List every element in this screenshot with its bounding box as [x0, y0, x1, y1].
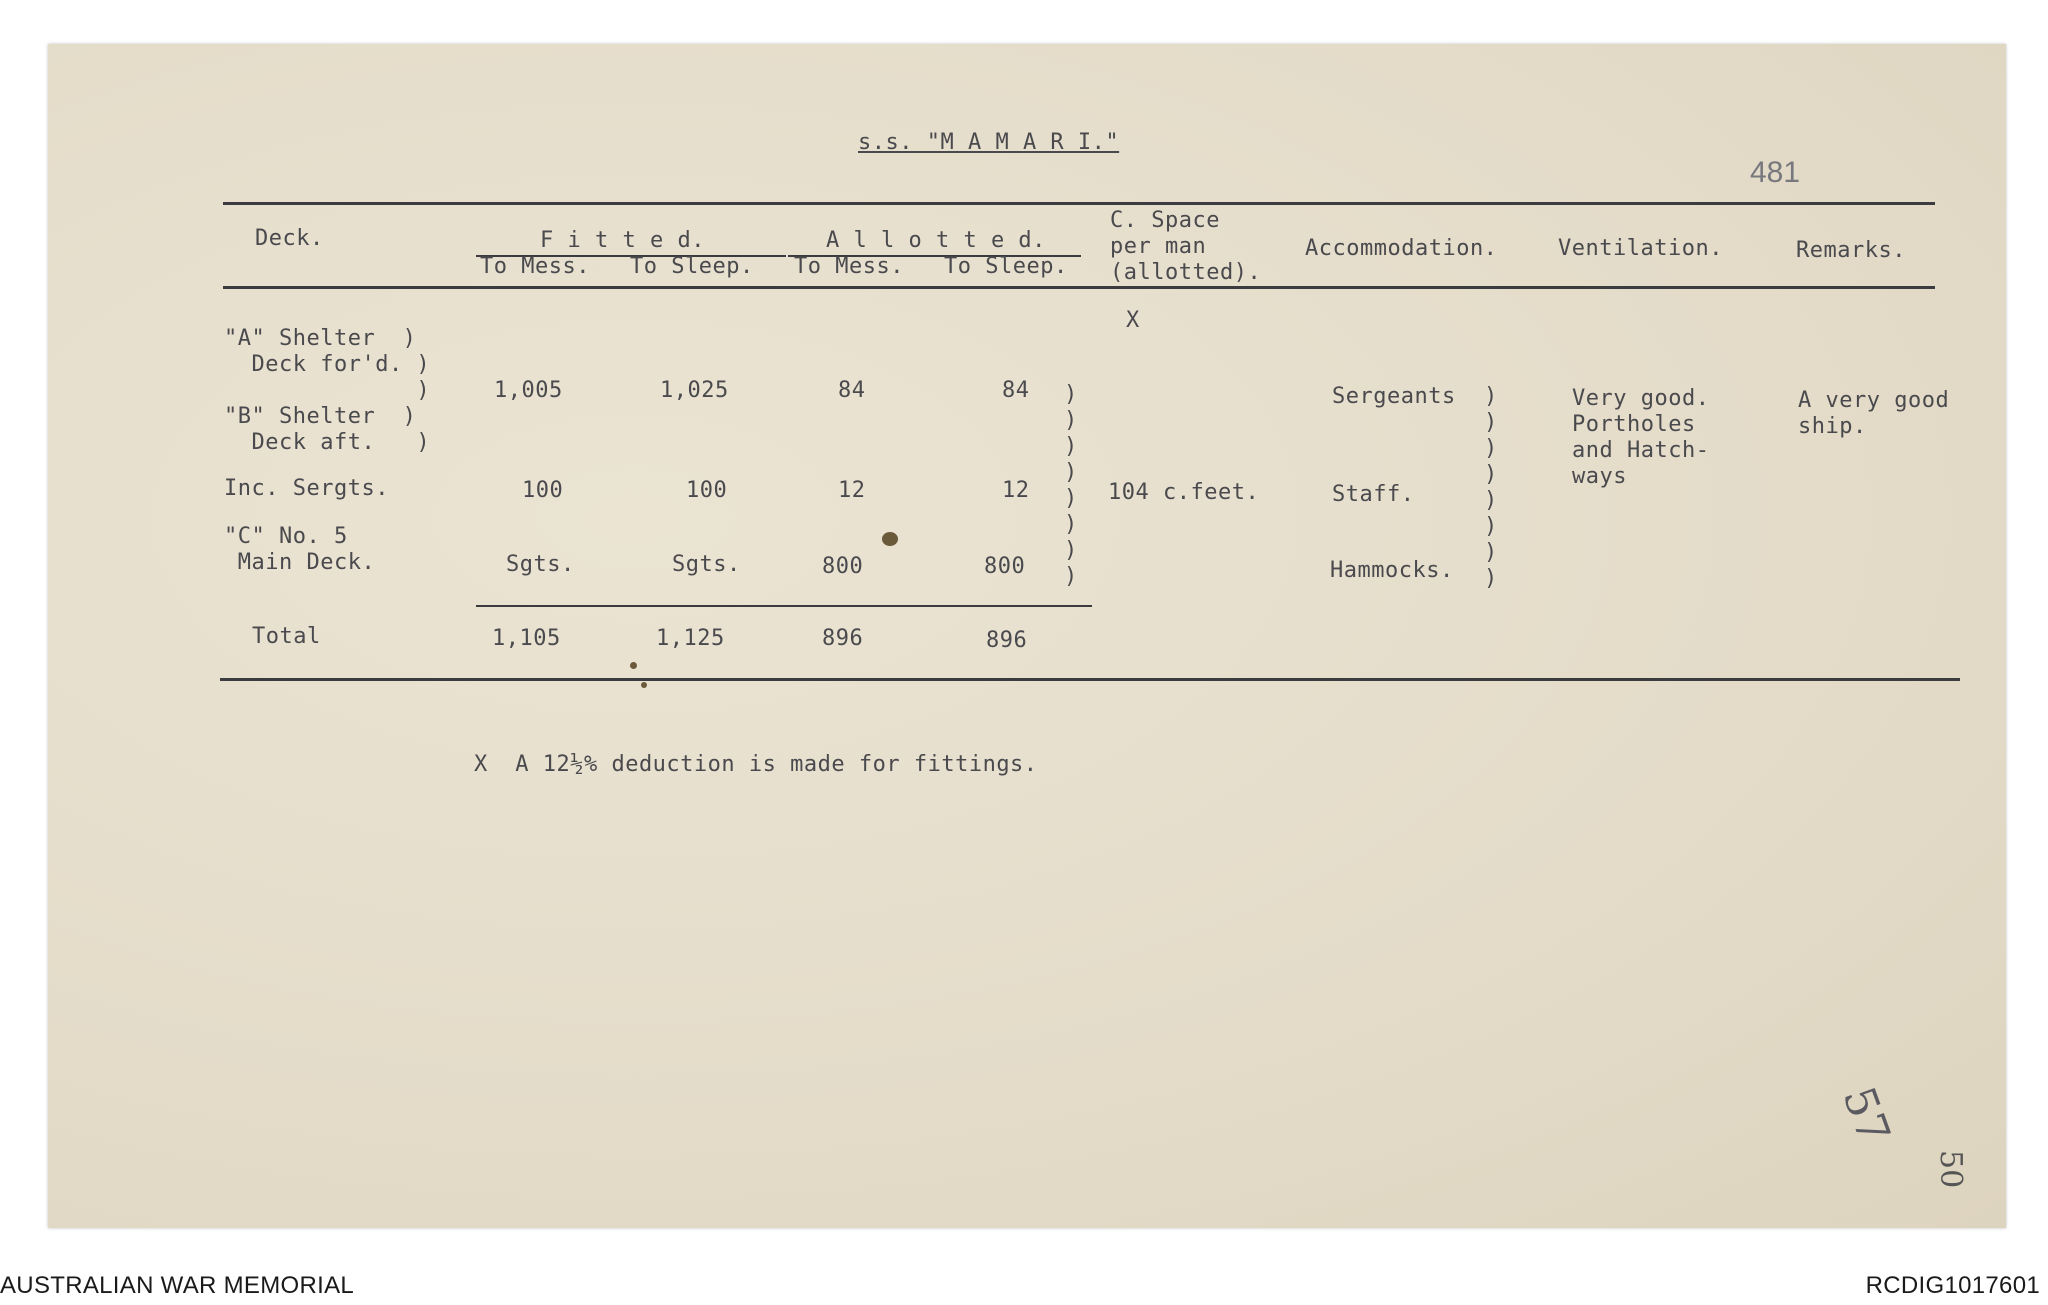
row2-deck: Inc. Sergts. [224, 476, 389, 501]
ink-dot [641, 682, 647, 688]
margin-page-number: 50 [1933, 1150, 1968, 1189]
accommodation-staff: Staff. [1332, 482, 1415, 507]
ink-spot [882, 532, 898, 546]
row1-allotted-sleep: 84 [1002, 378, 1030, 403]
total-label: Total [252, 624, 321, 649]
row2-fitted-mess: 100 [522, 478, 564, 503]
header-top-rule [223, 202, 1935, 205]
folio-number: 481 [1750, 156, 1801, 189]
header-bottom-rule [223, 286, 1935, 289]
subtotal-rule [476, 605, 1092, 607]
accommodation-bracket: ) ) ) ) ) ) ) ) [1484, 384, 1498, 591]
header-deck: Deck. [255, 226, 324, 251]
accommodation-sergeants: Sergeants [1332, 384, 1456, 409]
row1-fitted-sleep: 1,025 [660, 378, 729, 403]
header-fitted-sleep: To Sleep. [630, 254, 754, 279]
row3-fitted-mess: Sgts. [506, 552, 575, 577]
handwritten-mark: 57 [1832, 1080, 1900, 1151]
header-accommodation: Accommodation. [1305, 236, 1498, 261]
ink-dot [630, 662, 637, 669]
header-allotted: A l l o t t e d. [826, 228, 1046, 253]
header-fitted-mess: To Mess. [480, 254, 590, 279]
space-per-man-value: 104 c.feet. [1108, 480, 1260, 505]
deck-a-b-label: "A" Shelter ) Deck for'd. ) ) "B" Shelter ) Deck aft. ) [224, 326, 431, 455]
header-ventilation: Ventilation. [1558, 236, 1723, 261]
row1-allotted-mess: 84 [838, 378, 866, 403]
row2-allotted-mess: 12 [838, 478, 866, 503]
ventilation-note: Very good. Portholes and Hatch- ways [1572, 386, 1710, 489]
table-bottom-rule [220, 678, 1960, 681]
accommodation-hammocks: Hammocks. [1330, 558, 1454, 583]
row1-fitted-mess: 1,005 [494, 378, 563, 403]
row3-allotted-mess: 800 [822, 554, 864, 579]
header-remarks: Remarks. [1796, 238, 1906, 263]
space-marker: X [1126, 308, 1140, 333]
total-allotted-sleep: 896 [986, 628, 1028, 653]
remarks-note: A very good ship. [1798, 388, 1950, 439]
header-allotted-mess: To Mess. [794, 254, 904, 279]
footer-institution: AUSTRALIAN WAR MEMORIAL [0, 1272, 355, 1299]
header-allotted-sleep: To Sleep. [944, 254, 1068, 279]
footer-record-id: RCDIG1017601 [1865, 1272, 2040, 1299]
bracket-column: ) ) ) ) ) ) ) ) [1064, 382, 1078, 589]
row3-allotted-sleep: 800 [984, 554, 1026, 579]
header-fitted: F i t t e d. [540, 228, 705, 253]
total-allotted-mess: 896 [822, 626, 864, 651]
row3-fitted-sleep: Sgts. [672, 552, 741, 577]
total-fitted-sleep: 1,125 [656, 626, 725, 651]
row2-fitted-sleep: 100 [686, 478, 728, 503]
row2-allotted-sleep: 12 [1002, 478, 1030, 503]
row3-deck: "C" No. 5 Main Deck. [224, 524, 376, 575]
header-space: C. Space per man (allotted). [1110, 208, 1262, 285]
document-title: s.s. "M A M A R I." [858, 130, 1120, 155]
total-fitted-mess: 1,105 [492, 626, 561, 651]
footnote: X A 12½% deduction is made for fittings. [474, 752, 1038, 777]
